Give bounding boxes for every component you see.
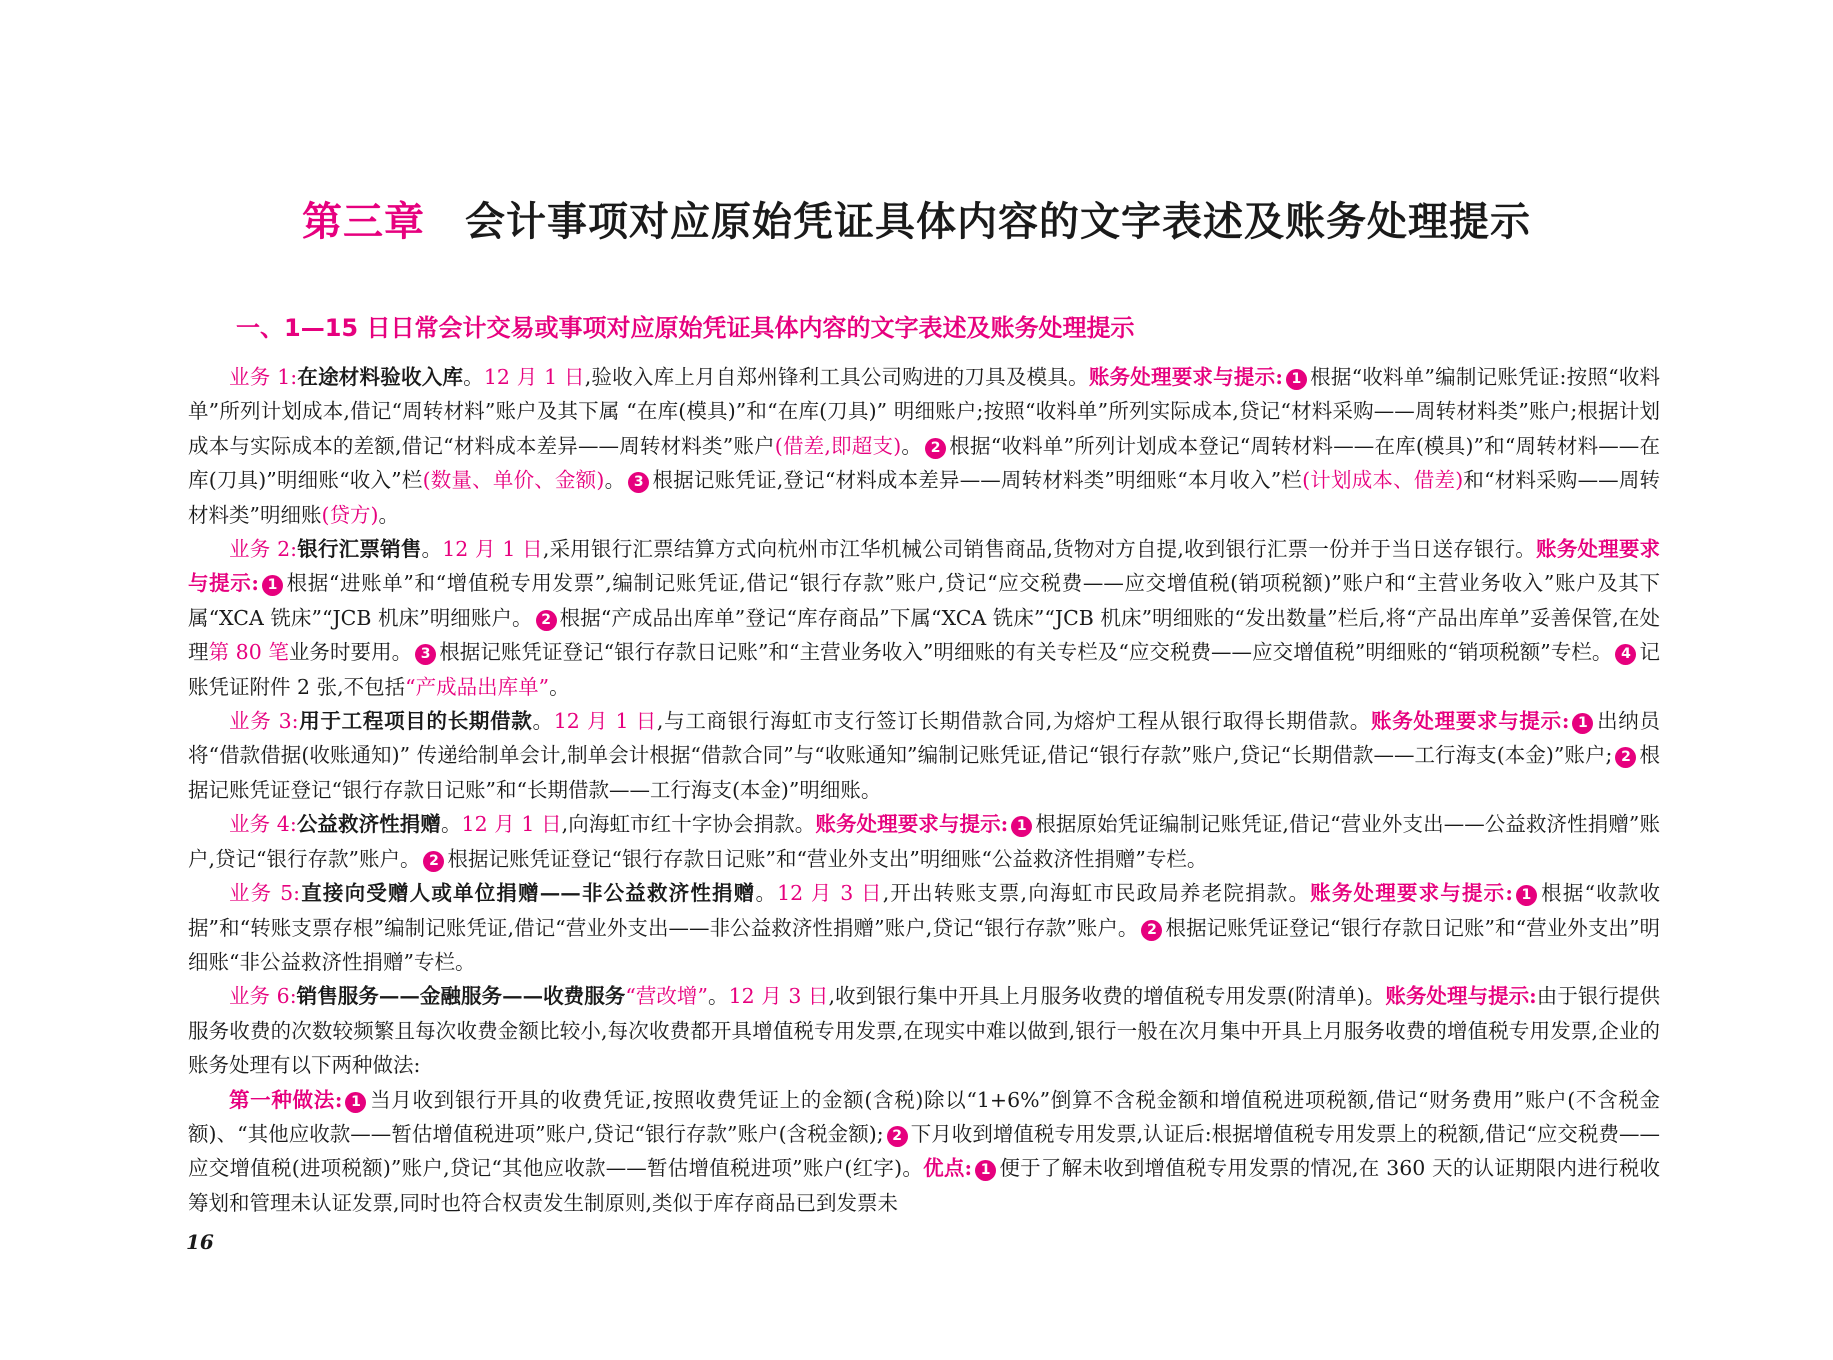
highlight-text: (贷方): [321, 502, 379, 527]
step-number-badge: 1: [975, 1160, 996, 1181]
highlight-text: 业务 1:: [229, 365, 298, 389]
body-text-run: 业务时要用。: [288, 640, 413, 665]
step-number-badge: 1: [345, 1092, 366, 1113]
body-text-run: 。: [463, 365, 484, 389]
paragraph: [188, 532, 1660, 704]
topic-text: 直接向受赠人或单位捐赠——非公益救济性捐赠: [300, 881, 756, 906]
highlight-text: 12 月 1 日: [553, 709, 657, 734]
body-text-run: ,与工商银行海虹市支行签订长期借款合同,为熔炉工程从银行取得长期借款。: [656, 709, 1372, 734]
body-text-run: 根据原始凭证编制记账凭证,借记“营业外支出——公益救济性捐赠”账户,贷记“银行存款”账户。: [188, 812, 1660, 871]
body-text-run: 根据记账凭证登记“银行存款日记账”和“长期借款——工行海支(本金)”明细账。: [188, 743, 1661, 802]
body-text-run: 。: [755, 881, 778, 906]
body-text-run: 下月收到增值税专用发票,认证后:根据增值税专用发票上的税额,借记“应交税费——应交增值税(进项税额)”账户,贷记“其他应收款——暂估增值税进项”账户(红字)。: [188, 1121, 1660, 1181]
highlight-text: 业务 3:: [229, 709, 299, 734]
section-heading: 一、1—15 日日常会计交易或事项对应原始凭证具体内容的文字表述及账务处理提示: [236, 314, 1135, 342]
step-number-badge: 2: [1141, 920, 1162, 941]
hint-label: 账务处理要求与提示:: [1310, 881, 1513, 906]
highlight-text: 第 80 笔: [208, 640, 289, 665]
step-number-badge: 2: [423, 851, 444, 872]
paragraph: [188, 704, 1660, 807]
body-text-run: 根据“收款收据”和“转账支票存根”编制记账凭证,借记“营业外支出——非公益救济性捐赠”账户,贷记“银行存款”账户。: [188, 881, 1661, 940]
step-number-badge: 2: [925, 438, 946, 459]
step-number-badge: 3: [628, 472, 649, 493]
highlight-text: 业务 6:: [229, 984, 297, 1009]
highlight-text: (借差,即超支): [774, 433, 902, 458]
body-text-run: 。: [421, 537, 443, 562]
highlight-text: 12 月 1 日: [461, 812, 562, 837]
body-text-run: ,开出转账支票,向海虹市民政局养老院捐款。: [882, 881, 1311, 906]
body-text-run: 记账凭证附件 2 张,不包括: [188, 640, 1661, 699]
body-text-run: 。: [707, 984, 729, 1009]
highlight-text: 12 月 3 日: [728, 984, 829, 1009]
paragraph: [188, 807, 1660, 876]
body-text-run: ,验收入库上月自郑州锋利工具公司购进的刀具及模具。: [584, 365, 1089, 389]
body-text-run: ,向海虹市红十字协会捐款。: [561, 812, 816, 837]
body-text-run: 根据记账凭证,登记“材料成本差异——周转材料类”明细账“本月收入”栏: [652, 468, 1303, 493]
body-text-run: 根据“收料单”所列计划成本登记“周转材料——在库(模具)”和“周转材料——在库(刀具)”明细账“收入”栏: [188, 433, 1661, 493]
highlight-text: 12 月 1 日: [442, 537, 543, 562]
highlight-text: 业务 5:: [229, 881, 301, 906]
highlight-text: 12 月 3 日: [777, 881, 883, 906]
step-number-badge: 1: [1286, 369, 1307, 390]
highlight-text: (数量、单价、金额): [422, 468, 605, 493]
step-number-badge: 2: [1615, 747, 1636, 768]
hint-label: 账务处理要求与提示:: [1088, 365, 1283, 389]
topic-text: 在途材料验收入库: [297, 365, 464, 389]
body-text-run: 。: [532, 709, 554, 734]
topic-text: 销售服务——金融服务——收费服务: [296, 984, 626, 1009]
body-text-run: 根据记账凭证登记“银行存款日记账”和“营业外支出”明细账“非公益救济性捐赠”专栏。: [188, 915, 1660, 974]
hint-label: 账务处理要求与提示:: [1371, 709, 1570, 734]
highlight-text: 12 月 1 日: [483, 365, 585, 389]
paragraph: [188, 979, 1660, 1082]
body-text-run: 根据“进账单”和“增值税专用发票”,编制记账凭证,借记“银行存款”账户,贷记“应交税费——应交增值税(销项税额)”账户和“主营业务收入”账户及其下属“XCA 铣床”“JCB 机床”明细账户。: [188, 571, 1660, 630]
body-text-run: ,采用银行汇票结算方式向杭州市江华机械公司销售商品,货物对方自提,收到银行汇票一份并于当日送存银行。: [542, 537, 1537, 562]
paragraph: [188, 360, 1660, 532]
body-text-run: 当月收到银行开具的收费凭证,按照收费凭证上的金额(含税)除以“1+6%”倒算不含税金额和增值税进项税额,借记“财务费用”账户(不含税金额)、“其他应收款——暂估增值税进项”账户,贷记“银行存款”账户(含税金额);: [188, 1087, 1660, 1146]
body-text: [188, 360, 1660, 1220]
step-number-badge: 1: [262, 575, 283, 596]
hint-label: 第一种做法:: [229, 1087, 343, 1112]
body-text-run: 。: [378, 502, 399, 527]
body-text-run: 。: [549, 674, 570, 699]
page-number: 16: [186, 1230, 214, 1254]
highlight-text: 业务 4:: [229, 812, 297, 837]
body-text-run: 根据记账凭证登记“银行存款日记账”和“主营业务收入”明细账的有关专栏及“应交税费——应交增值税”明细账的“销项税额”专栏。: [439, 640, 1613, 665]
paragraph: [188, 1083, 1660, 1221]
body-text-run: 根据“收料单”编制记账凭证:按照“收料单”所列计划成本,借记“周转材料”账户及其下属 “在库(模具)”和“在库(刀具)” 明细账户;按照“收料单”所列实际成本,贷记“材料采购——周转材料类”账户;根据计划成本与实际成本的差额,借记“材料成本差异——周转材料类”账户: [188, 365, 1661, 458]
step-number-badge: 3: [415, 644, 436, 665]
step-number-badge: 1: [1011, 816, 1032, 837]
step-number-badge: 1: [1572, 713, 1593, 734]
highlight-text: 业务 2:: [229, 537, 298, 562]
body-text-run: ,收到银行集中开具上月服务收费的增值税专用发票(附清单)。: [828, 984, 1386, 1009]
topic-text: 银行汇票销售: [297, 537, 422, 562]
hint-label: 账务处理要求与提示:: [188, 537, 1661, 596]
body-text-run: 根据“产成品出库单”登记“库存商品”下属“XCA 铣床”“JCB 机床”明细账的“发出数量”栏后,将“产品出库单”妥善保管,在处理: [188, 605, 1660, 665]
hint-label: 账务处理要求与提示:: [815, 812, 1009, 837]
page-title: [0, 190, 1833, 247]
body-text-run: 便于了解未收到增值税专用发票的情况,在 360 天的认证期限内进行税收筹划和管理未认证发票,同时也符合权责发生制原则,类似于库存商品已到发票未: [188, 1156, 1660, 1215]
body-text-run: 。: [604, 468, 626, 493]
highlight-text: (计划成本、借差): [1302, 468, 1464, 493]
body-text-run: 由于银行提供服务收费的次数较频繁且每次收费金额比较小,每次收费都开具增值税专用发票,在现实中难以做到,银行一般在次月集中开具上月服务收费的增值税专用发票,企业的账务处理有以下两种做法:: [188, 984, 1661, 1078]
step-number-badge: 4: [1615, 644, 1636, 665]
topic-text: 公益救济性捐赠: [296, 812, 441, 837]
step-number-badge: 1: [1516, 885, 1537, 906]
paragraph: [188, 876, 1660, 979]
highlight-text: “营改增”: [625, 984, 708, 1009]
body-text-run: 出纳员将“借款借据(收账通知)” 传递给制单会计,制单会计根据“借款合同”与“收账通知”编制记账凭证,借记“银行存款”账户,贷记“长期借款——工行海支(本金)”账户;: [188, 709, 1661, 768]
body-text-run: 。: [440, 812, 462, 837]
hint-label: 优点:: [923, 1156, 973, 1181]
body-text-run: 根据记账凭证登记“银行存款日记账”和“营业外支出”明细账“公益救济性捐赠”专栏。: [447, 846, 1208, 871]
highlight-text: “产成品出库单”: [405, 674, 550, 699]
step-number-badge: 2: [887, 1126, 908, 1147]
chapter-title: 会计事项对应原始凭证具体内容的文字表述及账务处理提示: [465, 198, 1531, 245]
body-text-run: 和“材料采购——周转材料类”明细账: [188, 468, 1661, 527]
topic-text: 用于工程项目的长期借款: [298, 709, 533, 734]
body-text-run: 。: [901, 433, 923, 458]
chapter-label: 第三章: [302, 198, 425, 245]
hint-label: 账务处理与提示:: [1385, 984, 1537, 1009]
step-number-badge: 2: [536, 610, 557, 631]
